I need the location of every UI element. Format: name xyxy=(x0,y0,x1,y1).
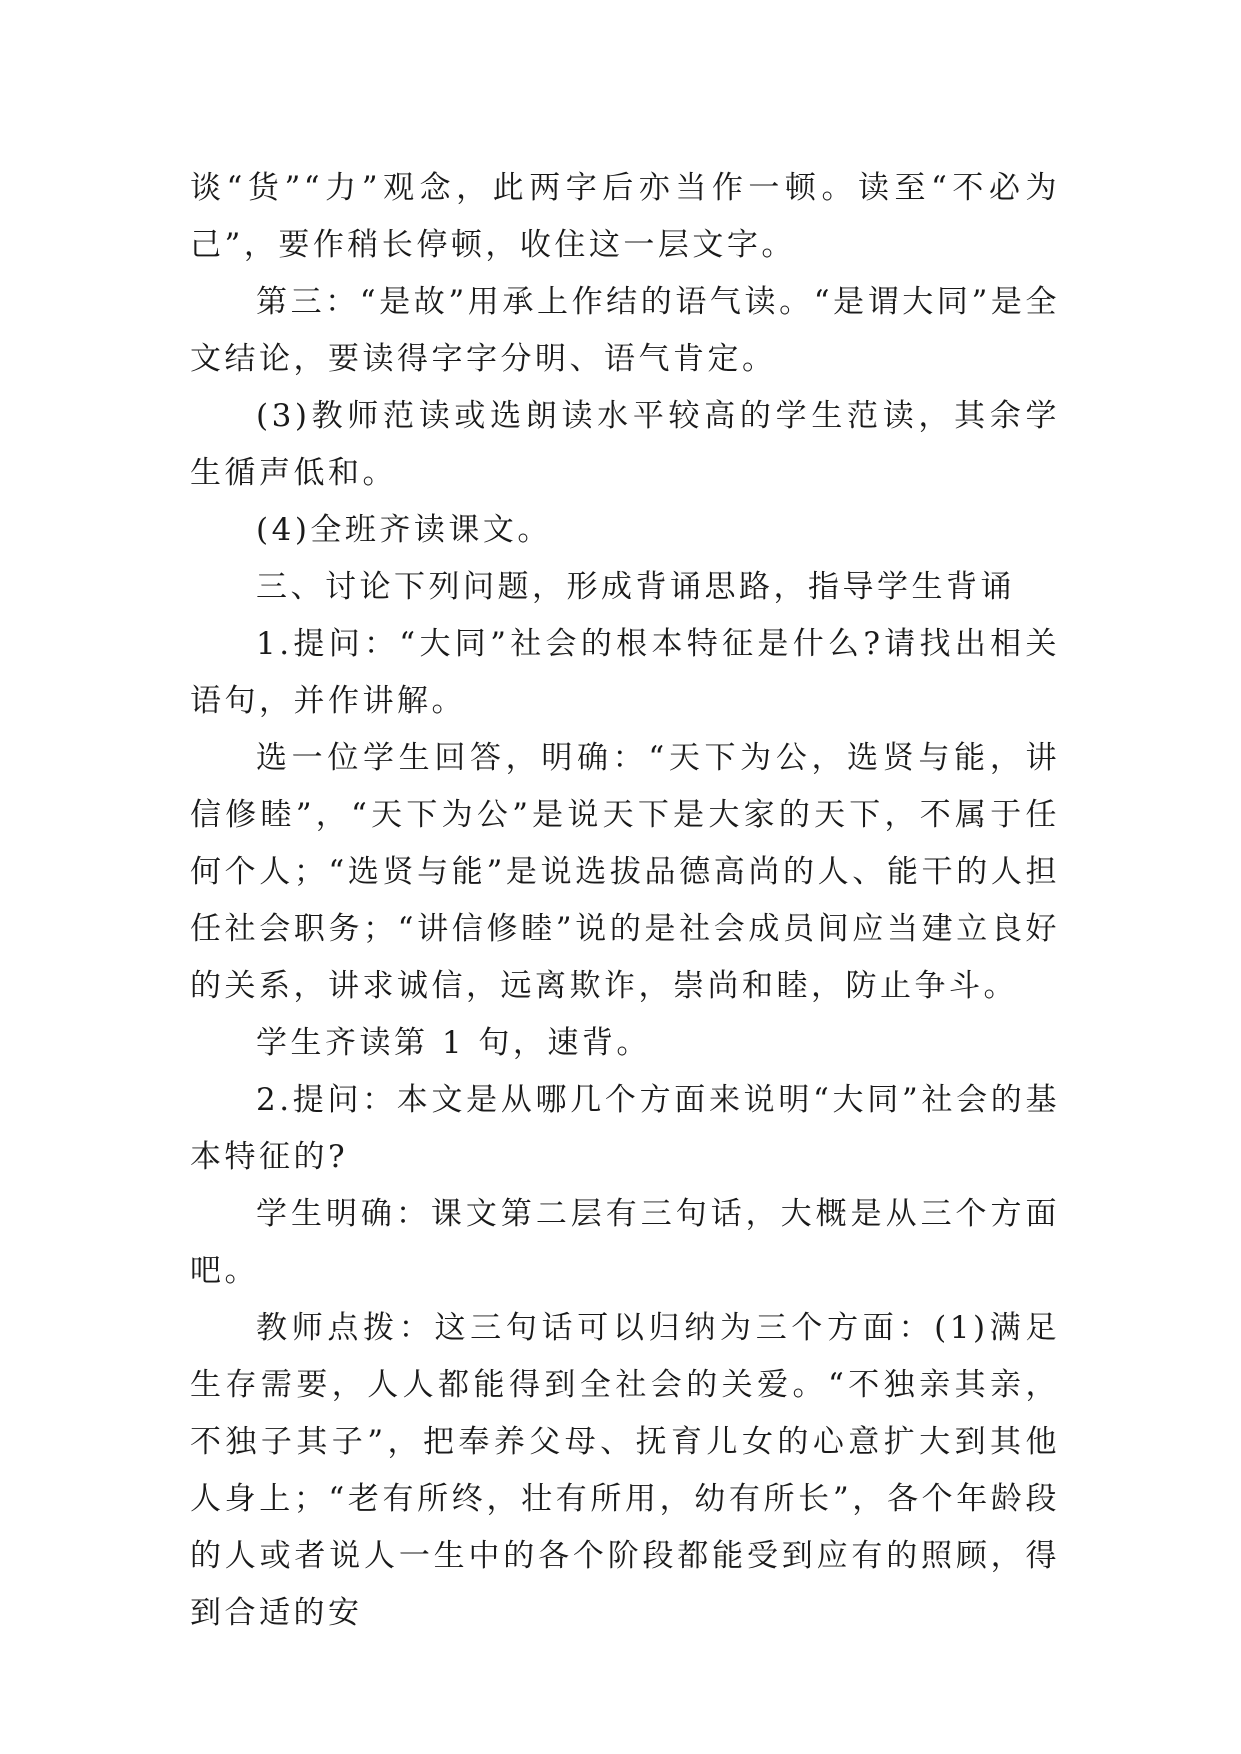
paragraph: (3)教师范读或选朗读水平较高的学生范读，其余学生循声低和。 xyxy=(190,398,1060,491)
paragraph: 学生明确：课文第二层有三句话，大概是从三个方面吧。 xyxy=(190,1196,1060,1289)
paragraph: 学生齐读第 1 句，速背。 xyxy=(256,1025,651,1061)
document-body xyxy=(190,160,1060,1642)
paragraph: 2.提问：本文是从哪几个方面来说明“大同”社会的基本特征的? xyxy=(190,1082,1060,1175)
paragraph-continued: 谈“货”“力”观念，此两字后亦当作一顿。读至“不必为己”，要作稍长停顿，收住这一层文字。 xyxy=(190,170,1060,263)
paragraph: (4)全班齐读课文。 xyxy=(256,512,552,548)
paragraph: 1.提问：“大同”社会的根本特征是什么?请找出相关语句，并作讲解。 xyxy=(190,626,1060,719)
section-heading: 三、讨论下列问题，形成背诵思路，指导学生背诵 xyxy=(256,569,1015,605)
paragraph: 第三：“是故”用承上作结的语气读。“是谓大同”是全文结论，要读得字字分明、语气肯定。 xyxy=(190,284,1060,377)
paragraph: 教师点拨：这三句话可以归纳为三个方面：(1)满足生存需要，人人都能得到全社会的关爱。“不独亲其亲，不独子其子”，把奉养父母、抚育儿女的心意扩大到其他人身上；“老有所终，壮有所用，幼有所长”，各个年龄段的人或者说人一生中的各个阶段都能受到应有的照顾，得到合适的安 xyxy=(190,1310,1060,1631)
paragraph: 选一位学生回答，明确：“天下为公，选贤与能，讲信修睦”，“天下为公”是说天下是大家的天下，不属于任何个人；“选贤与能”是说选拔品德高尚的人、能干的人担任社会职务；“讲信修睦”说的是社会成员间应当建立良好的关系，讲求诚信，远离欺诈，崇尚和睦，防止争斗。 xyxy=(190,740,1060,1004)
